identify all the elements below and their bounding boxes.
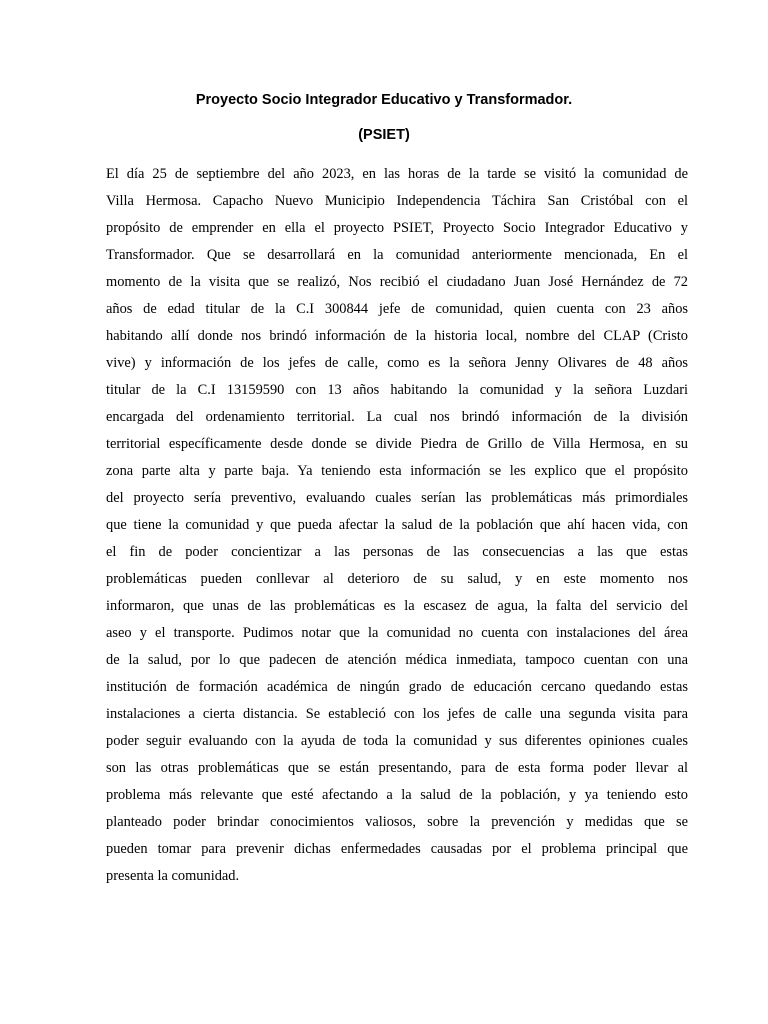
paragraph-line: problemáticas pueden conllevar al deterioro de su salud, y en este momento nos: [106, 571, 688, 587]
paragraph-line: instalaciones a cierta distancia. Se estableció con los jefes de calle una segunda visita para: [106, 706, 688, 722]
paragraph-line: de la salud, por lo que padecen de atención médica inmediata, tampoco cuentan con una: [106, 652, 688, 668]
paragraph-line: zona parte alta y parte baja. Ya teniendo esta información se les explico que el propósito: [106, 463, 688, 479]
paragraph-line: titular de la C.I 13159590 con 13 años habitando la comunidad y la señora Luzdari: [106, 382, 688, 398]
paragraph-line: informaron, que unas de las problemáticas es la escasez de agua, la falta del servicio del: [106, 598, 688, 614]
paragraph-line: pueden tomar para prevenir dichas enfermedades causadas por el problema principal que: [106, 841, 688, 857]
paragraph-line: años de edad titular de la C.I 300844 jefe de comunidad, quien cuenta con 23 años: [106, 301, 688, 317]
paragraph-line: momento de la visita que se realizó, Nos recibió el ciudadano Juan José Hernández de 72: [106, 274, 688, 290]
paragraph-line: territorial específicamente desde donde se divide Piedra de Grillo de Villa Hermosa, en su: [106, 436, 688, 452]
paragraph-line: encargada del ordenamiento territorial. La cual nos brindó información de la división: [106, 409, 688, 425]
paragraph-line: del proyecto sería preventivo, evaluando cuales serían las problemáticas más primordiales: [106, 490, 688, 506]
paragraph-line: son las otras problemáticas que se están presentando, para de esta forma poder llevar al: [106, 760, 688, 776]
body-paragraph: [106, 161, 688, 890]
paragraph-line: Villa Hermosa. Capacho Nuevo Municipio Independencia Táchira San Cristóbal con el: [106, 193, 688, 209]
paragraph-line: habitando allí donde nos brindó información de la historia local, nombre del CLAP (Cristo: [106, 328, 688, 344]
paragraph-line: presenta la comunidad.: [106, 868, 240, 884]
paragraph-line: vive) y información de los jefes de calle, como es la señora Jenny Olivares de 48 años: [106, 355, 688, 371]
paragraph-line: aseo y el transporte. Pudimos notar que la comunidad no cuenta con instalaciones del área: [106, 625, 688, 641]
paragraph-line: Transformador. Que se desarrollará en la comunidad anteriormente mencionada, En el: [106, 247, 688, 263]
paragraph-line: propósito de emprender en ella el proyecto PSIET, Proyecto Socio Integrador Educativo y: [106, 220, 688, 236]
paragraph-line: El día 25 de septiembre del año 2023, en las horas de la tarde se visitó la comunidad de: [106, 166, 688, 182]
paragraph-line: institución de formación académica de ningún grado de educación cercano quedando estas: [106, 679, 688, 695]
paragraph-line: el fin de poder concientizar a las personas de las consecuencias a las que estas: [106, 544, 688, 560]
document-subtitle: (PSIET): [358, 127, 410, 143]
paragraph-line: problema más relevante que esté afectando a la salud de la población, y ya teniendo esto: [106, 787, 688, 803]
paragraph-line: planteado poder brindar conocimientos valiosos, sobre la prevención y medidas que se: [106, 814, 688, 830]
paragraph-line: poder seguir evaluando con la ayuda de toda la comunidad y sus diferentes opiniones cuales: [106, 733, 688, 749]
document-title: Proyecto Socio Integrador Educativo y Transformador.: [195, 92, 573, 108]
paragraph-line: que tiene la comunidad y que pueda afectar la salud de la población que ahí hacen vida, con: [106, 517, 688, 533]
